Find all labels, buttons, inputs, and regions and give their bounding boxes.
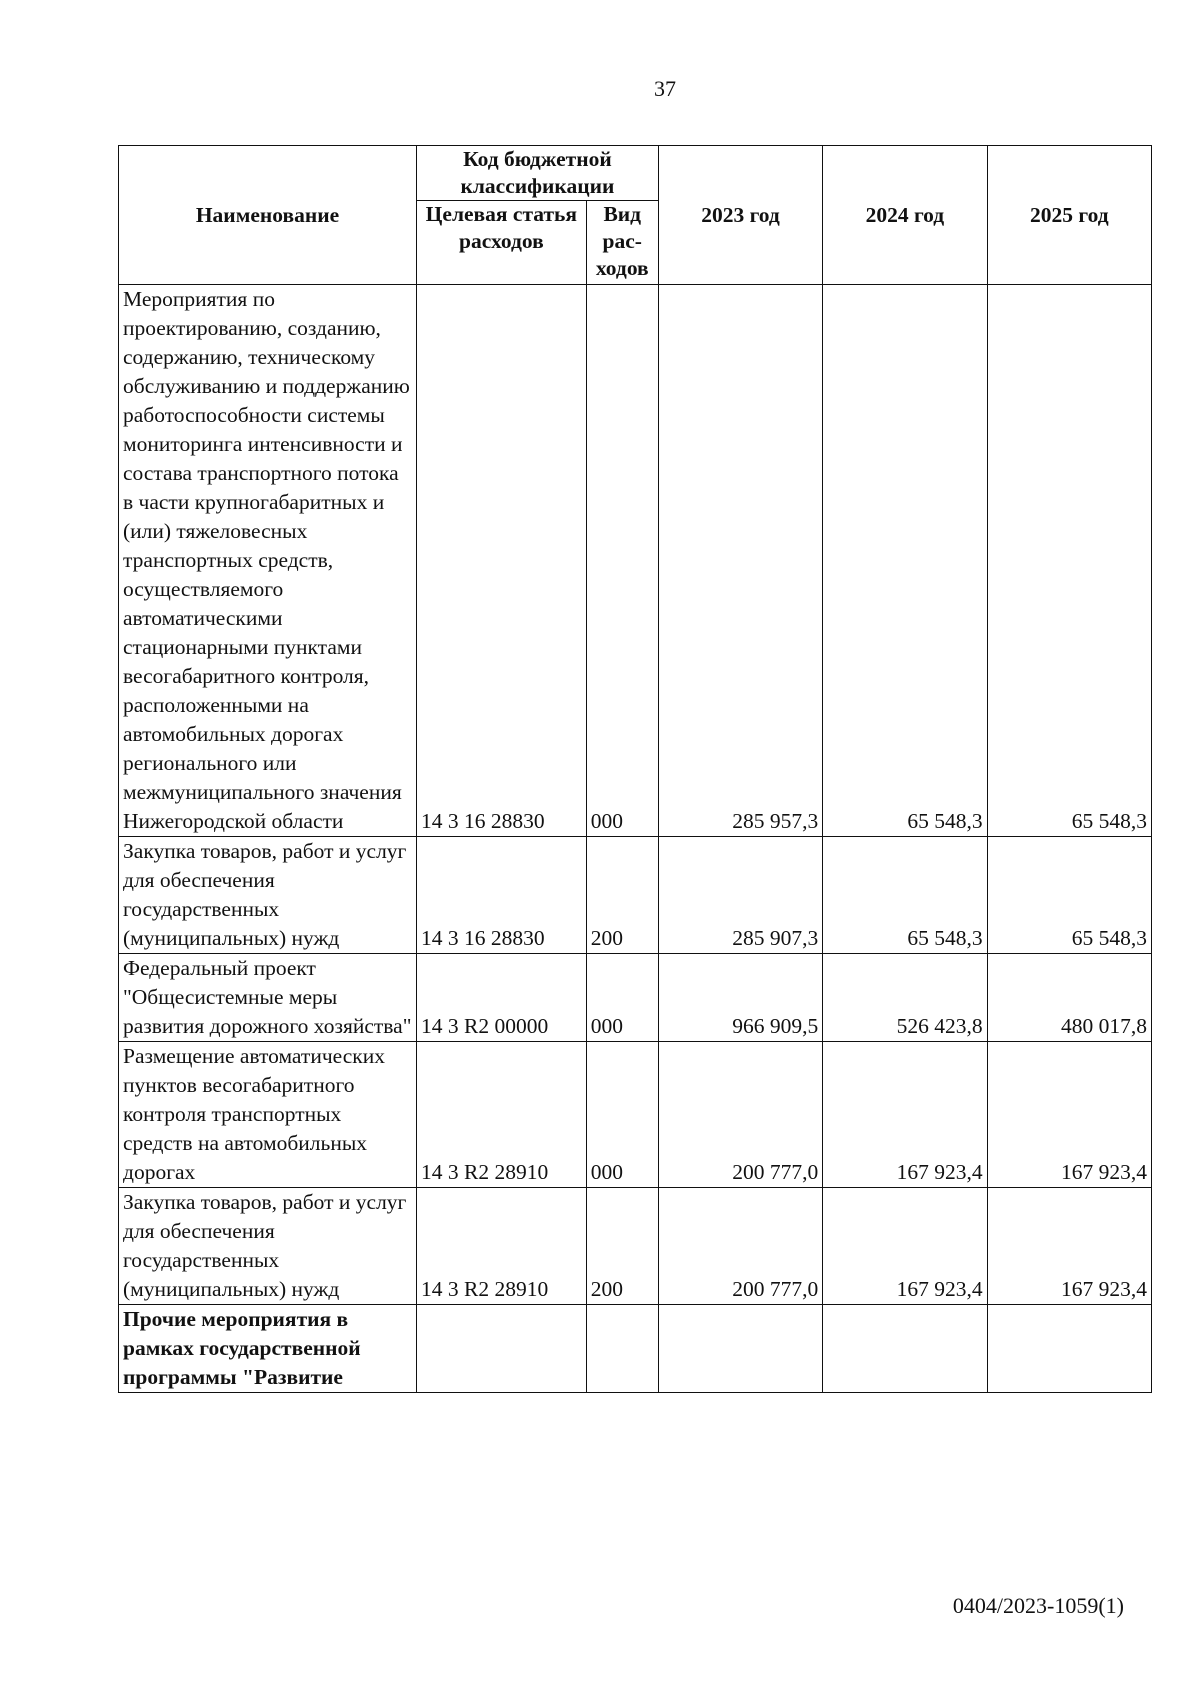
- row-name: Закупка товаров, работ и услуг для обеспечения государственных (муниципальных) нужд: [119, 837, 417, 954]
- row-2025: 65 548,3: [987, 837, 1151, 954]
- row-expense-kind: 200: [586, 837, 658, 954]
- row-2024: 167 923,4: [823, 1188, 987, 1305]
- document-code: 0404/2023-1059(1): [952, 1593, 1124, 1618]
- row-2025: 167 923,4: [987, 1188, 1151, 1305]
- header-2025: 2025 год: [987, 146, 1151, 285]
- row-name: Федеральный проект "Общесистемные меры развития дорожного хозяйства": [119, 954, 417, 1042]
- table-row: [119, 1188, 1152, 1305]
- row-2025: [987, 1305, 1151, 1393]
- row-expense-kind: 000: [586, 954, 658, 1042]
- row-2023: 285 957,3: [658, 285, 822, 837]
- header-expense-kind: Вид рас-ходов: [586, 201, 658, 285]
- header-2024: 2024 год: [823, 146, 987, 285]
- header-name: Наименование: [119, 146, 417, 285]
- row-2024: [823, 1305, 987, 1393]
- row-target-article: 14 3 16 28830: [417, 837, 587, 954]
- row-name: Мероприятия по проектированию, созданию, содержанию, техническому обслуживанию и поддержанию работоспособности системы мониторинга интенсивности и состава транспортного потока в части крупногабаритных и (или) тяжеловесных транспортных средств, осуществляемого автоматическими стационарными пунктами весогабаритного контроля, расположенными на автомобильных дорогах регионального или межмуниципального значения Нижегородской области: [119, 285, 417, 837]
- row-2023: 200 777,0: [658, 1042, 822, 1188]
- header-code-group: Код бюджетной классификации: [417, 146, 659, 201]
- table-row: [119, 1042, 1152, 1188]
- row-2023: 285 907,3: [658, 837, 822, 954]
- row-target-article: 14 3 16 28830: [417, 285, 587, 837]
- row-2024: 65 548,3: [823, 285, 987, 837]
- row-name: Размещение автоматических пунктов весогабаритного контроля транспортных средств на автомобильных дорогах: [119, 1042, 417, 1188]
- row-target-article: [417, 1305, 587, 1393]
- header-target-article: Целевая статья расходов: [417, 201, 587, 285]
- row-target-article: 14 3 R2 00000: [417, 954, 587, 1042]
- row-expense-kind: 200: [586, 1188, 658, 1305]
- row-2023: 966 909,5: [658, 954, 822, 1042]
- table-row: [119, 954, 1152, 1042]
- header-2023: 2023 год: [658, 146, 822, 285]
- row-expense-kind: [586, 1305, 658, 1393]
- header-row-top: [119, 146, 1152, 201]
- budget-table: [118, 145, 1152, 1393]
- row-2023: [658, 1305, 822, 1393]
- row-2024: 167 923,4: [823, 1042, 987, 1188]
- row-2025: 167 923,4: [987, 1042, 1151, 1188]
- row-expense-kind: 000: [586, 285, 658, 837]
- row-2025: 65 548,3: [987, 285, 1151, 837]
- row-name: Закупка товаров, работ и услуг для обеспечения государственных (муниципальных) нужд: [119, 1188, 417, 1305]
- row-expense-kind: 000: [586, 1042, 658, 1188]
- row-2025: 480 017,8: [987, 954, 1151, 1042]
- row-2024: 65 548,3: [823, 837, 987, 954]
- page-number: 37: [654, 76, 676, 101]
- table-row: [119, 837, 1152, 954]
- table-row: [119, 285, 1152, 837]
- row-2024: 526 423,8: [823, 954, 987, 1042]
- row-target-article: 14 3 R2 28910: [417, 1042, 587, 1188]
- row-2023: 200 777,0: [658, 1188, 822, 1305]
- table-row: [119, 1305, 1152, 1393]
- row-name: Прочие мероприятия в рамках государственной программы "Развитие: [119, 1305, 417, 1393]
- row-target-article: 14 3 R2 28910: [417, 1188, 587, 1305]
